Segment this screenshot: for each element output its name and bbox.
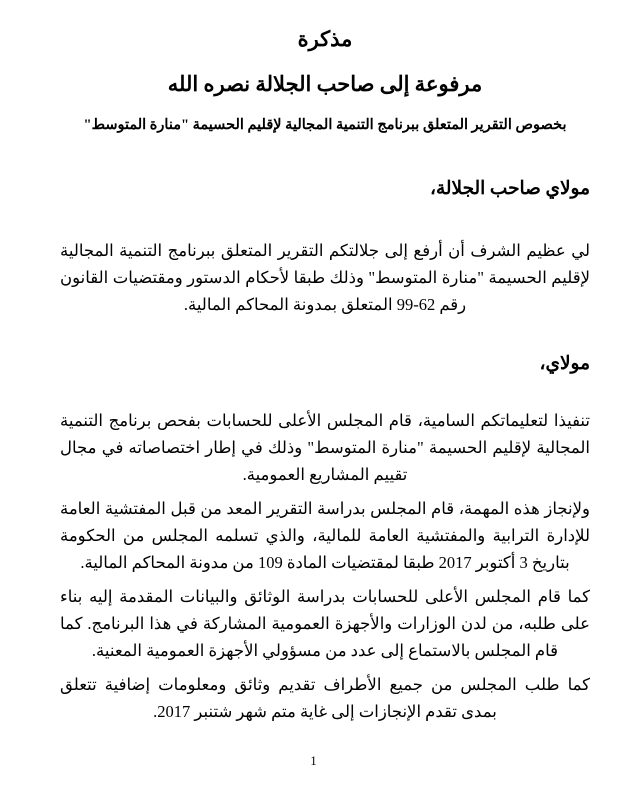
page-number: 1 [310,754,317,768]
memo-title-addressee: مرفوعة إلى صاحب الجلالة نصره الله [167,71,483,96]
body-paragraph-2: تنفيذا لتعليماتكم السامية، قام المجلس الأعلى للحسابات بفحص برنامج التنمية المجالية لإقليم الحسيمة "منارة المتوسط" وذلك في إطار اختصاصاته في مجال تقييم المشاريع العمومية. [60,411,590,485]
memo-title: مذكرة [297,27,353,51]
greeting-majesty: مولاي صاحب الجلالة، [430,178,590,199]
body-paragraph-4: كما قام المجلس الأعلى للحسابات بدراسة الوثائق والبيانات المقدمة إليه بناء على طلبه، من لدن الوزارات والأجهزة العمومية المشاركة في هذا البرنامج. كما قام المجلس بالاستماع إلى عدد من مسؤولي الأجهزة العمومية المعنية. [60,587,590,661]
body-paragraph-1: لي عظيم الشرف أن أرفع إلى جلالتكم التقرير المتعلق ببرنامج التنمية المجالية لإقليم الحسيمة "منارة المتوسط" وذلك طبقا لأحكام الدستور ومقتضيات القانون رقم 62-99 المتعلق بمدونة المحاكم المالية. [60,240,590,314]
memo-subtitle: بخصوص التقرير المتعلق ببرنامج التنمية المجالية لإقليم الحسيمة "منارة المتوسط" [83,117,567,133]
greeting-my-lord: مولاي، [539,353,590,374]
body-paragraph-5: كما طلب المجلس من جميع الأطراف تقديم وثائق ومعلومات إضافية تتعلق بمدى تقدم الإنجازات إلى غاية متم شهر شتنبر 2017. [60,675,590,722]
document-content [60,0,590,725]
body-paragraph-3: ولإنجاز هذه المهمة، قام المجلس بدراسة التقرير المعد من قبل المفتشية العامة للإدارة الترابية والمفتشية العامة للمالية، والذي تسلمه المجلس من الحكومة بتاريخ 3 أكتوبر 2017 طبقا لمقتضيات المادة 109 من مدونة المحاكم المالية. [60,499,590,573]
